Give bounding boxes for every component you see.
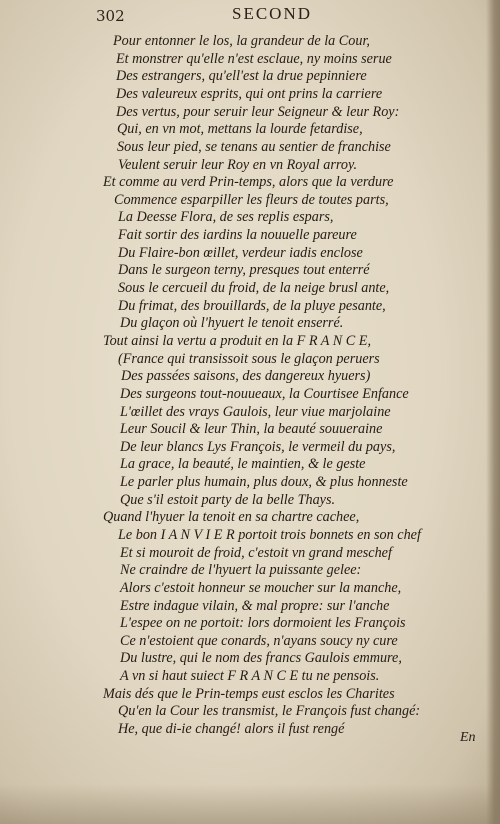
text-line: Des passées saisons, des dangereux hyuers)	[121, 368, 371, 385]
text-line: Quand l'hyuer la tenoit en sa chartre cachee,	[103, 509, 360, 526]
text-line: Alors c'estoit honneur se moucher sur la manche,	[120, 579, 402, 596]
text-line: L'espee on ne portoit: lors dormoient les François	[120, 615, 406, 632]
text-line: Commence esparpiller les fleurs de toutes parts,	[114, 191, 389, 208]
running-head: SECOND	[232, 4, 313, 23]
text-line: A vn si haut suiect F R A N C E tu ne pensois.	[120, 668, 380, 685]
text-line: He, que di-ie changé! alors il fust rengé	[118, 721, 345, 737]
text-line: Le bon I A N V I E R portoit trois bonnets en son chef	[118, 526, 421, 543]
text-line: Veulent seruir leur Roy en vn Royal arroy.	[118, 156, 358, 173]
text-line: Sous le cercueil du froid, de la neige brusl ante,	[118, 280, 390, 296]
text-line: Pour entonner le los, la grandeur de la Cour,	[113, 33, 370, 49]
page-number: 302	[96, 7, 125, 25]
text-line: L'œillet des vrays Gaulois, leur viue marjolaine	[120, 403, 391, 420]
text-line: Ce n'estoient que conards, n'ayans soucy ny cure	[120, 632, 398, 649]
text-line: Tout ainsi la vertu a produit en la F R A N C E,	[103, 332, 372, 349]
catchword: En	[460, 730, 476, 745]
text-line: (France qui transissoit sous le glaçon peruers	[118, 350, 380, 367]
text-line: Sous leur pied, se tenans au sentier de franchise	[117, 138, 391, 155]
text-line: Du frimat, des brouillards, de la pluye pesante,	[118, 297, 386, 314]
text-line: Des vertus, pour seruir leur Seigneur & leur Roy:	[116, 103, 400, 120]
text-line: De leur blancs Lys François, le vermeil du pays,	[120, 438, 396, 455]
text-line: Des surgeons tout-nouueaux, la Courtisee Enfance	[120, 385, 409, 402]
text-line: Du Flaire-bon œillet, verdeur iadis enclose	[118, 244, 363, 261]
text-line: La Deesse Flora, de ses replis espars,	[118, 209, 334, 226]
text-line: Des valeureux esprits, qui ont prins la carriere	[116, 85, 383, 102]
text-line: Ne craindre de l'hyuert la puissante gelee:	[120, 562, 362, 579]
text-line: Du glaçon où l'hyuert le tenoit enserré.	[120, 315, 344, 332]
text-line: Et monstrer qu'elle n'est esclaue, ny moins serue	[116, 50, 392, 67]
text-line: Qu'en la Cour les transmist, le François fust changé:	[118, 703, 421, 720]
text-line: Estre indague vilain, & mal propre: sur l'anche	[120, 597, 390, 614]
text-line: Le parler plus humain, plus doux, & plus honneste	[120, 474, 408, 490]
text-line: Que s'il estoit party de la belle Thays.	[120, 491, 336, 508]
text-line: Qui, en vn mot, mettans la lourde fetardise,	[117, 121, 363, 138]
text-line: Dans le surgeon terny, presques tout enterré	[118, 262, 370, 279]
text-line: Mais dés que le Prin-temps eust esclos les Charites	[103, 685, 395, 702]
text-line: Et si mouroit de froid, c'estoit vn grand meschef	[120, 544, 392, 561]
text-line: Leur Soucil & leur Thin, la beauté souueraine	[120, 421, 383, 438]
text-line: Des estrangers, qu'ell'est la drue pepinniere	[116, 68, 367, 85]
text-line: Fait sortir des iardins la nouuelle pareure	[118, 227, 357, 244]
text-line: Et comme au verd Prin-temps, alors que la verdure	[103, 174, 394, 191]
text-line: Du lustre, qui le nom des francs Gaulois emmure,	[120, 650, 402, 667]
text-line: La grace, la beauté, le maintien, & le geste	[120, 456, 366, 473]
